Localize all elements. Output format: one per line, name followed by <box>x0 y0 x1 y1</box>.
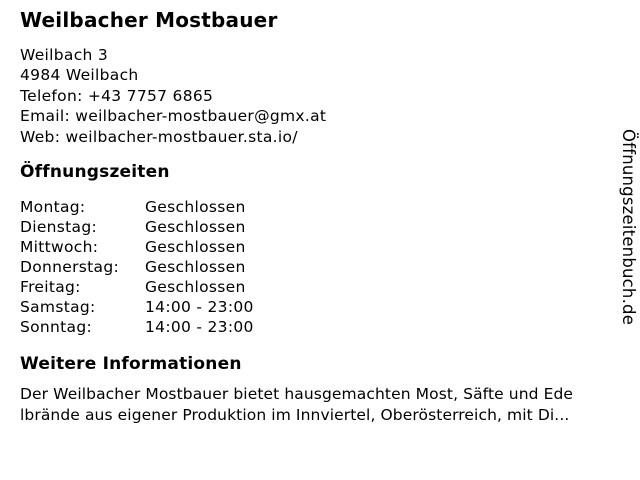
hours-row-friday <box>20 277 620 297</box>
email-label: Email: <box>20 107 71 126</box>
day-label: Montag: <box>20 198 86 217</box>
day-hours: Geschlossen <box>145 218 246 237</box>
hours-row-tuesday <box>20 217 620 237</box>
email-line <box>20 106 620 126</box>
more-info-heading: Weitere Informationen <box>20 354 242 375</box>
day-label: Donnerstag: <box>20 258 119 277</box>
description-line-2: lbrände aus eigener Produktion im Innviertel, Oberösterreich, mit Di... <box>20 405 570 424</box>
hours-row-wednesday <box>20 237 620 257</box>
phone-line <box>20 86 620 106</box>
day-hours: Geschlossen <box>145 278 246 297</box>
hours-row-monday <box>20 197 620 217</box>
opening-hours-heading: Öffnungszeiten <box>20 162 170 183</box>
phone-value: +43 7757 6865 <box>87 86 214 105</box>
site-watermark-vertical: Öffnungszeitenbuch.de <box>619 129 638 326</box>
day-hours: Geschlossen <box>145 198 246 217</box>
day-label: Sonntag: <box>20 318 93 337</box>
hours-row-sunday <box>20 317 620 337</box>
day-hours: Geschlossen <box>145 238 246 257</box>
description-line-1: Der Weilbacher Mostbauer bietet hausgemachten Most, Säfte und Ede <box>20 385 574 404</box>
day-label: Freitag: <box>20 278 81 297</box>
business-name-title: Weilbacher Mostbauer <box>20 8 278 32</box>
day-label: Mittwoch: <box>20 238 99 257</box>
day-label: Dienstag: <box>20 218 98 237</box>
phone-label: Telefon: <box>20 86 83 105</box>
address-line-city: 4984 Weilbach <box>20 66 139 85</box>
web-line <box>20 127 620 147</box>
hours-row-thursday <box>20 257 620 277</box>
hours-row-saturday <box>20 297 620 317</box>
day-hours: Geschlossen <box>145 258 246 277</box>
day-label: Samstag: <box>20 298 96 317</box>
web-label: Web: <box>20 127 61 146</box>
day-hours: 14:00 - 23:00 <box>145 318 254 337</box>
contact-block <box>20 45 620 147</box>
day-hours: 14:00 - 23:00 <box>145 298 254 317</box>
opening-hours-table <box>20 197 620 337</box>
address-line-street: Weilbach 3 <box>20 46 109 64</box>
business-description <box>20 384 620 425</box>
email-value: weilbacher-mostbauer@gmx.at <box>75 107 327 126</box>
web-value: weilbacher-mostbauer.sta.io/ <box>65 127 298 146</box>
